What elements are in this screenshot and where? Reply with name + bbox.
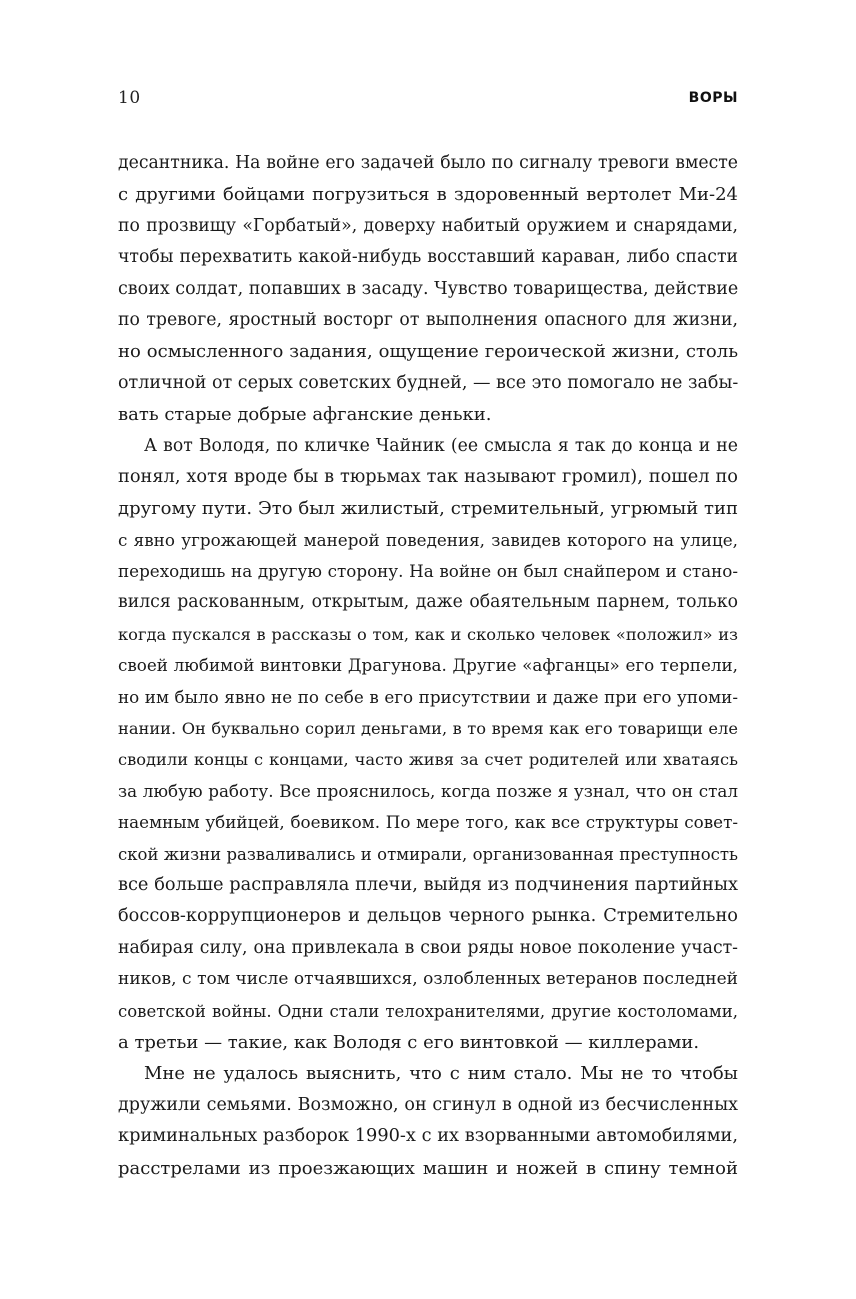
text-line: за любую работу. Все прояснилось, когда позже я узнал, что он стал: [118, 780, 738, 801]
text-line: отличной от серых советских будней, — все это помогало не забы-: [118, 372, 739, 393]
text-line: а третьи — такие, как Володя с его винтовкой — киллерами.: [118, 1031, 700, 1053]
running-header: [118, 88, 738, 114]
text-line: дружили семьями. Возможно, он сгинул в одной из бесчисленных: [118, 1094, 738, 1115]
text-line: но им было явно не по себе в его присутствии и даже при его упоми-: [118, 686, 738, 707]
text-line: с другими бойцами погрузиться в здоровенный вертолет Ми-24: [118, 184, 738, 206]
body-text: [118, 148, 738, 1184]
text-line: понял, хотя вроде бы в тюрьмах так называют громил), пошел по: [118, 466, 738, 487]
text-line: ников, с том числе отчаявшихся, озлобленных ветеранов последней: [118, 969, 738, 990]
page-number: 10: [118, 88, 141, 108]
text-line: вился раскованным, открытым, даже обаятельным парнем, только: [118, 592, 738, 613]
text-line: сводили концы с концами, часто живя за счет родителей или хватаясь: [118, 750, 738, 770]
text-line: своей любимой винтовки Драгунова. Другие «афганцы» его терпели,: [118, 655, 738, 676]
paragraph-first-line: А вот Володя, по кличке Чайник (ее смысла я так до конца и не: [144, 435, 738, 456]
text-line: расстрелами из проезжающих машин и ножей в спину темной: [118, 1157, 738, 1179]
paragraph-first-line: Мне не удалось выяснить, что с ним стало. Мы не то чтобы: [144, 1063, 738, 1085]
running-title: ВОРЫ: [688, 90, 738, 106]
text-line: другому пути. Это был жилистый, стремительный, угрюмый тип: [118, 498, 738, 520]
text-line: по тревоге, яростный восторг от выполнения опасного для жизни,: [118, 309, 738, 330]
text-line: все больше расправляла плечи, выйдя из подчинения партийных: [118, 874, 738, 895]
text-line: нании. Он буквально сорил деньгами, в то время как его товарищи еле: [118, 719, 738, 739]
text-line: когда пускался в рассказы о том, как и сколько человек «положил» из: [118, 624, 738, 644]
text-line: своих солдат, попавших в засаду. Чувство товарищества, действие: [118, 278, 739, 299]
text-line: переходишь на другую сторону. На войне он был снайпером и стано-: [118, 561, 738, 582]
text-line: боссов-коррупционеров и дельцов черного рынка. Стремительно: [118, 906, 738, 927]
text-line: чтобы перехватить какой-нибудь восставший караван, либо спасти: [118, 247, 738, 268]
text-line: вать старые добрые афганские деньки.: [118, 404, 492, 426]
text-line: ской жизни разваливались и отмирали, организованная преступность: [118, 844, 738, 864]
text-line: советской войны. Одни стали телохранителями, другие костоломами,: [118, 1001, 738, 1021]
text-line: по прозвищу «Горбатый», доверху набитый оружием и снарядами,: [118, 215, 738, 236]
text-line: криминальных разборок 1990-х с их взорванными автомобилями,: [118, 1126, 738, 1147]
text-line: наемным убийцей, боевиком. По мере того, как все структуры совет-: [118, 812, 738, 833]
text-line: набирая силу, она привлекала в свои ряды новое поколение участ-: [118, 937, 738, 958]
text-line: с явно угрожающей манерой поведения, завидев которого на улице,: [118, 529, 738, 550]
text-line: десантника. На войне его задачей было по сигналу тревоги вместе: [118, 153, 738, 173]
text-line: но осмысленного задания, ощущение героической жизни, столь: [118, 341, 738, 363]
